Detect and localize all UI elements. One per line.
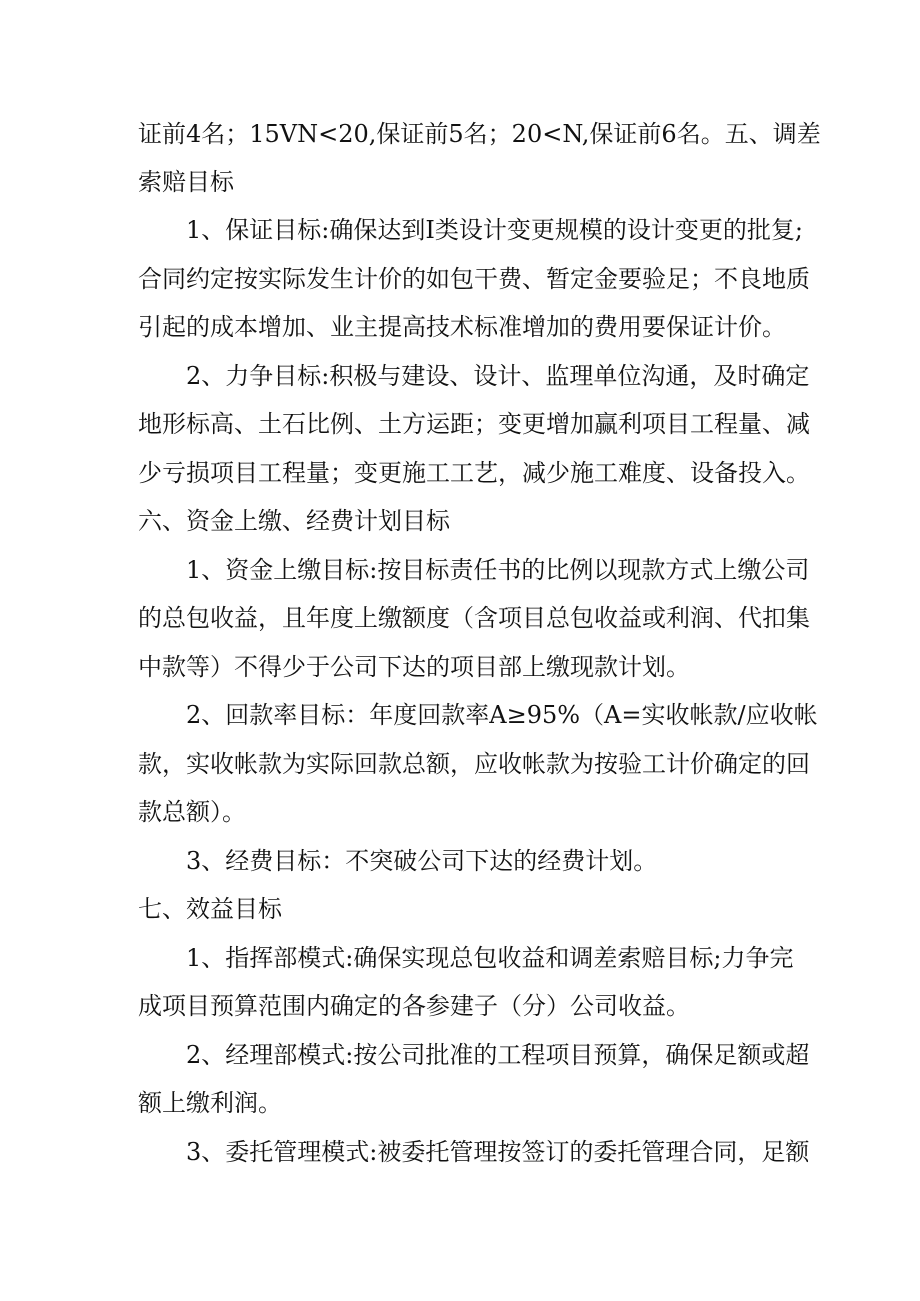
text-line-2: 索赔目标 [138, 168, 234, 196]
text-line-4: 合同约定按实际发生计价的如包干费、暂定金要验足；不良地质 [138, 265, 810, 293]
text-line-16: 3、经费目标：不突破公司下达的经费计划。 [186, 847, 658, 875]
text-line-3: 1、保证目标:确保达到I类设计变更规模的设计变更的批复; [186, 216, 803, 244]
text-line-21: 额上缴利润。 [138, 1089, 282, 1117]
text-line-8: 少亏损项目工程量；变更施工工艺，减少施工难度、设备投入。 [138, 459, 810, 487]
text-line-5: 引起的成本增加、业主提高技术标准增加的费用要保证计价。 [138, 313, 786, 341]
text-line-11: 的总包收益，且年度上缴额度（含项目总包收益或利润、代扣集 [138, 604, 810, 632]
section-heading-7: 七、效益目标 [138, 895, 282, 923]
text-line-6: 2、力争目标:积极与建设、设计、监理单位沟通，及时确定 [186, 362, 810, 390]
section-heading-6: 六、资金上缴、经费计划目标 [138, 507, 450, 535]
text-line-14: 款，实收帐款为实际回款总额，应收帐款为按验工计价确定的回 [138, 750, 810, 778]
text-line-7: 地形标高、土石比例、土方运距；变更增加赢利项目工程量、减 [138, 410, 810, 438]
text-line-10: 1、资金上缴目标:按目标责任书的比例以现款方式上缴公司 [186, 556, 810, 584]
text-line-12: 中款等）不得少于公司下达的项目部上缴现款计划。 [138, 653, 690, 681]
text-line-22: 3、委托管理模式:被委托管理按签订的委托管理合同，足额 [186, 1138, 810, 1166]
text-line-15: 款总额）。 [138, 798, 246, 826]
text-line-19: 成项目预算范围内确定的各参建子（分）公司收益。 [138, 992, 690, 1020]
text-line-20: 2、经理部模式:按公司批准的工程项目预算，确保足额或超 [186, 1041, 810, 1069]
text-line-13: 2、回款率目标：年度回款率A≥95%（A=实收帐款/应收帐 [186, 701, 818, 729]
text-line-18: 1、指挥部模式:确保实现总包收益和调差索赔目标;力争完 [186, 944, 794, 972]
text-line-1: 证前4名；15VN<20,保证前5名；20<N,保证前6名。五、调差 [138, 120, 821, 148]
